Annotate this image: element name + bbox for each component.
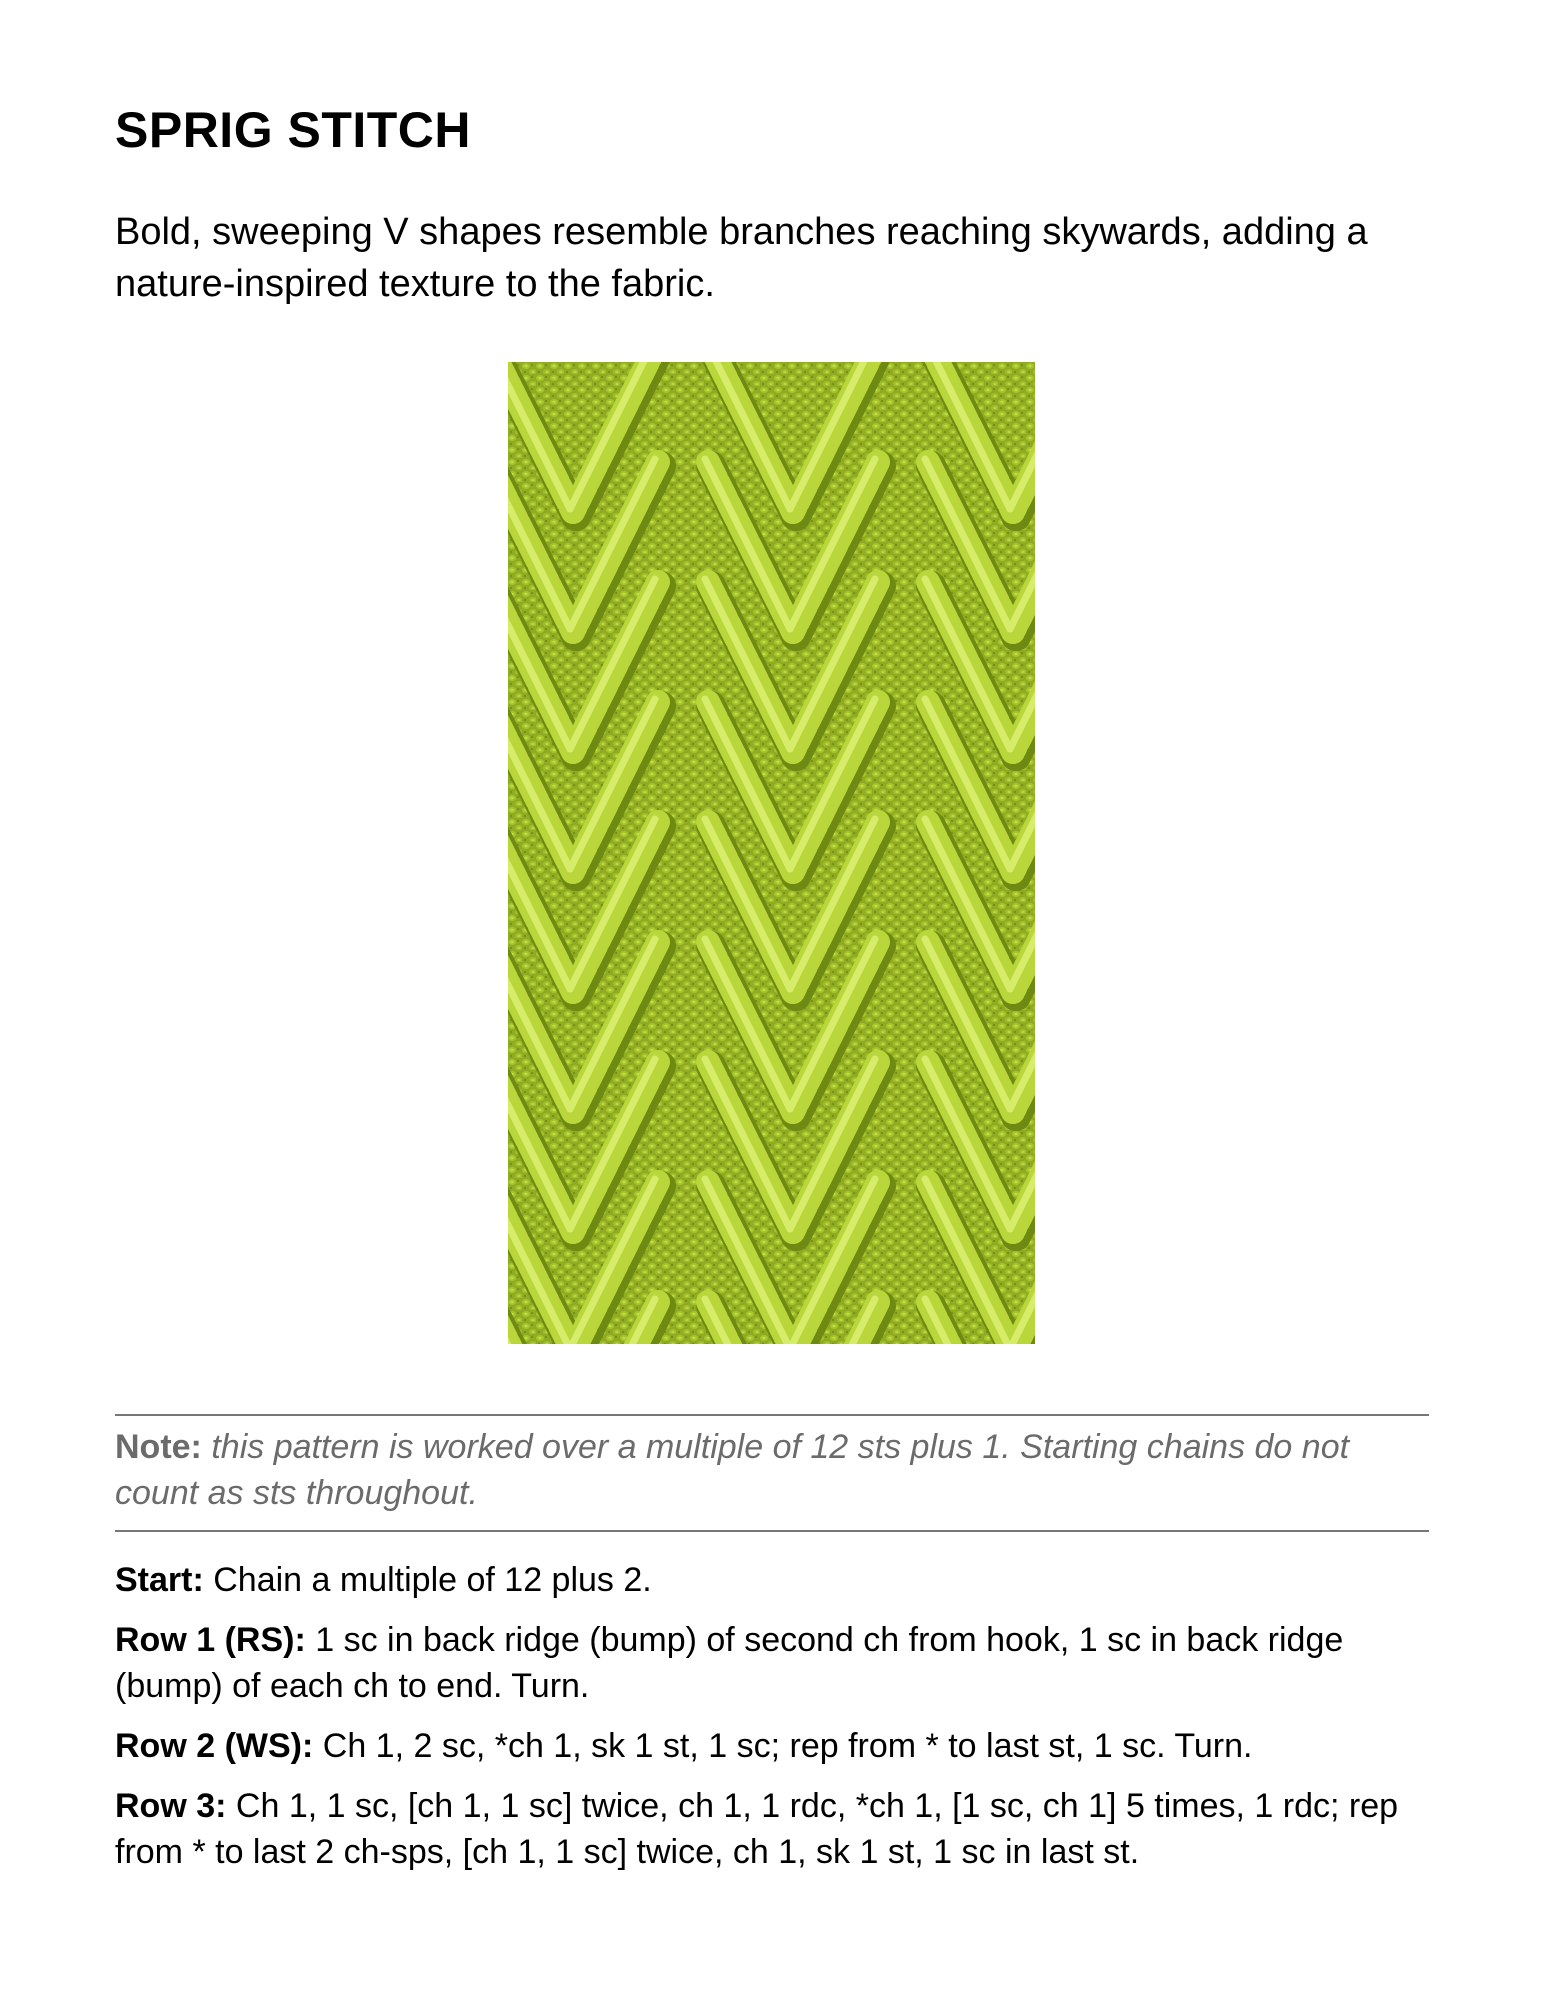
stitch-swatch-photo	[508, 362, 1035, 1344]
intro-paragraph: Bold, sweeping V shapes resemble branches reaching skywards, adding a nature-inspired texture to the fabric.	[115, 211, 1368, 305]
instruction-label: Row 3:	[115, 1787, 227, 1825]
pattern-note	[115, 1424, 1429, 1516]
instruction-text: Ch 1, 2 sc, *ch 1, sk 1 st, 1 sc; rep from * to last st, 1 sc. Turn.	[322, 1727, 1253, 1765]
note-bottom-divider	[115, 1530, 1429, 1532]
instruction-row-2	[115, 1723, 1435, 1769]
instruction-text: Ch 1, 1 sc, [ch 1, 1 sc] twice, ch 1, 1 rdc, *ch 1, [1 sc, ch 1] 5 times, 1 rdc; rep from * to last 2 ch-sps, [ch 1, 1 sc] twice, ch 1, sk 1 st, 1 sc in last st.	[115, 1787, 1399, 1871]
instruction-text: 1 sc in back ridge (bump) of second ch from hook, 1 sc in back ridge (bump) of each ch to end. Turn.	[115, 1621, 1344, 1705]
instruction-text: Chain a multiple of 12 plus 2.	[213, 1561, 652, 1599]
instruction-row-1	[115, 1617, 1435, 1709]
note-text: this pattern is worked over a multiple of 12 sts plus 1. Starting chains do not count as sts throughout.	[115, 1428, 1350, 1512]
instruction-row-3	[115, 1783, 1435, 1875]
note-top-divider	[115, 1414, 1429, 1416]
page-title: SPRIG STITCH	[115, 102, 472, 158]
instruction-label: Start:	[115, 1561, 204, 1599]
instructions	[115, 1557, 1435, 1889]
note-label: Note:	[115, 1428, 202, 1466]
instruction-start	[115, 1557, 1435, 1603]
instruction-label: Row 1 (RS):	[115, 1621, 306, 1659]
instruction-label: Row 2 (WS):	[115, 1727, 314, 1765]
